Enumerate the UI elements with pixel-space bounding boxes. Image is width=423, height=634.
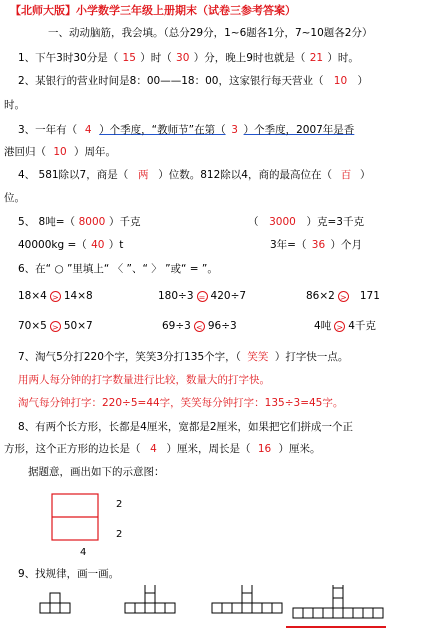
q1-text-pre: 1、下午3时30分是（: [18, 52, 119, 64]
q3-text-mid2: ）个季度，2007年是香: [243, 124, 355, 136]
pattern-figure-1: [40, 593, 70, 613]
compare-right: 420÷7: [210, 290, 247, 302]
compare-left: 69÷3: [162, 320, 191, 332]
question-8-line2: [4, 442, 321, 456]
q1-text-mid: ）时（: [140, 52, 172, 64]
compare-item: [158, 289, 246, 303]
square-diagram: [44, 492, 144, 560]
q5-l1b-pre: （: [248, 216, 259, 228]
compare-left: 180÷3: [158, 290, 194, 302]
q4-text-pre: 4、 581除以7，商是（: [18, 169, 129, 181]
pattern-figure-2: [125, 585, 175, 613]
dim-label-bottom: 2: [116, 529, 123, 540]
compare-left: 18×4: [18, 290, 47, 302]
dim-label-width: 4: [80, 547, 87, 558]
q8-text-pre: 方形，这个正方形的边长是（: [4, 443, 141, 455]
compare-right: 14×8: [63, 290, 93, 302]
q3-text-pre: 3、一年有（: [18, 124, 78, 136]
q2-answer-1: 10: [333, 75, 348, 87]
q5-l2a-post: ）t: [108, 239, 124, 251]
q3-answer-1: 4: [84, 124, 92, 136]
compare-symbol: >: [338, 291, 349, 302]
q7-text-post: ）打字快一点。: [274, 351, 349, 363]
q5-l2a-pre: 40000kg =（: [18, 239, 87, 251]
q3-line2-post: ）周年。: [74, 146, 116, 158]
q4-text-mid: ）位数。812除以4，商的最高位在（: [158, 169, 332, 181]
q3-text-mid: ）个季度，“教师节”在第（: [99, 124, 226, 136]
compare-item: [18, 289, 93, 303]
compare-left: 70×5: [18, 320, 47, 332]
pattern-figures: [30, 585, 423, 634]
compare-symbol: >: [50, 321, 61, 332]
compare-right: 4千克: [348, 320, 376, 332]
compare-symbol: >: [50, 291, 61, 302]
compare-right: 171: [359, 290, 380, 302]
q7-explanation: 用两人每分钟的打字数量进行比较，数量大的打字快。: [18, 374, 270, 386]
q4-answer-2: 百: [340, 169, 352, 181]
q1-text-mid2: ）分，晚上9时也就是（: [193, 52, 306, 64]
page-title: 【北师大版】小学数学三年级上册期末（试卷三参考答案）: [10, 4, 296, 17]
question-5-line1a: [18, 215, 141, 229]
q5-answer-3: 40: [91, 239, 105, 251]
question-6: 6、在“ ○ ”里填上“ 〈 ”、“ 〉 ”或“ = ”。: [18, 263, 218, 275]
q5-l1a-pre: 5、 8吨=（: [18, 216, 75, 228]
compare-symbol: <: [194, 321, 205, 332]
q5-l2b-post: ）个月: [330, 239, 362, 251]
q1-answer-3: 21: [309, 52, 324, 64]
compare-item: [306, 289, 380, 303]
q2-text-pre: 2、某银行的营业时间是8：00——18：00，这家银行每天营业（: [18, 75, 324, 87]
q8-text-mid: ）厘米，周长是（: [166, 443, 251, 455]
q4-answer-1: 两: [138, 169, 149, 181]
q2-text-close: ）: [357, 75, 368, 87]
q4-text-close: ）: [359, 169, 371, 181]
q5-answer-1: 8000: [78, 216, 106, 228]
question-4: [18, 168, 370, 182]
compare-left: 4吨: [314, 320, 332, 332]
question-7: [18, 350, 348, 364]
q1-text-post: ）时。: [327, 52, 359, 64]
q3-answer-3: 10: [53, 146, 67, 158]
compare-symbol: =: [197, 291, 208, 302]
q8-text-post: ）厘米。: [278, 443, 321, 455]
q8-draw-instruction: 据题意，画出如下的示意图：: [28, 466, 165, 478]
section-header: 一、动动脑筋，我会填。（总分29分，1~6题各1分，7~10题各2分）: [48, 27, 373, 39]
q1-answer-1: 15: [122, 52, 136, 64]
q1-answer-2: 30: [176, 52, 190, 64]
question-5-line1b: [248, 215, 364, 229]
q2-text-post: 时。: [4, 99, 25, 111]
pattern-figure-3: [212, 585, 282, 613]
q5-l1a-post: ）千克: [109, 216, 141, 228]
q8-answer-1: 4: [150, 443, 157, 455]
question-3: [18, 123, 354, 137]
q5-l2b-pre: 3年=（: [270, 239, 307, 251]
compare-item: [162, 319, 237, 333]
question-2: [18, 74, 368, 88]
compare-left: 86×2: [306, 290, 335, 302]
q7-text-pre: 7、淘气5分打220个字，笑笑3分打135个字，（: [18, 351, 241, 363]
question-9: 9、找规律，画一画。: [18, 568, 120, 580]
pattern-figure-4: [293, 585, 383, 618]
question-5-line2a: [18, 238, 123, 252]
question-1: [18, 51, 359, 65]
question-3-line2: [4, 145, 116, 159]
compare-symbol: >: [334, 321, 345, 332]
compare-right: 50×7: [63, 320, 93, 332]
compare-right: 96÷3: [207, 320, 237, 332]
q3-line2-pre: 港回归（: [4, 146, 46, 158]
q5-answer-2: 3000: [269, 216, 296, 228]
q7-calculation: 淘气每分钟打字：220÷5=44字，笑笑每分钟打字：135÷3=45字。: [18, 397, 344, 409]
q3-answer-2: 3: [231, 124, 238, 136]
q8-answer-2: 16: [257, 443, 272, 455]
q4-text-post: 位。: [4, 192, 25, 204]
compare-item: [18, 319, 93, 333]
question-5-line2b: [270, 238, 362, 252]
q5-l1b-post: ）克=3千克: [306, 216, 364, 228]
q5-answer-4: 36: [311, 239, 326, 251]
dim-label-top: 2: [116, 499, 123, 510]
q7-answer-1: 笑笑: [247, 351, 269, 363]
compare-item: [314, 319, 376, 333]
question-8: 8、有两个长方形，长都是4厘米，宽都是2厘米，如果把它们拼成一个正: [18, 421, 354, 433]
